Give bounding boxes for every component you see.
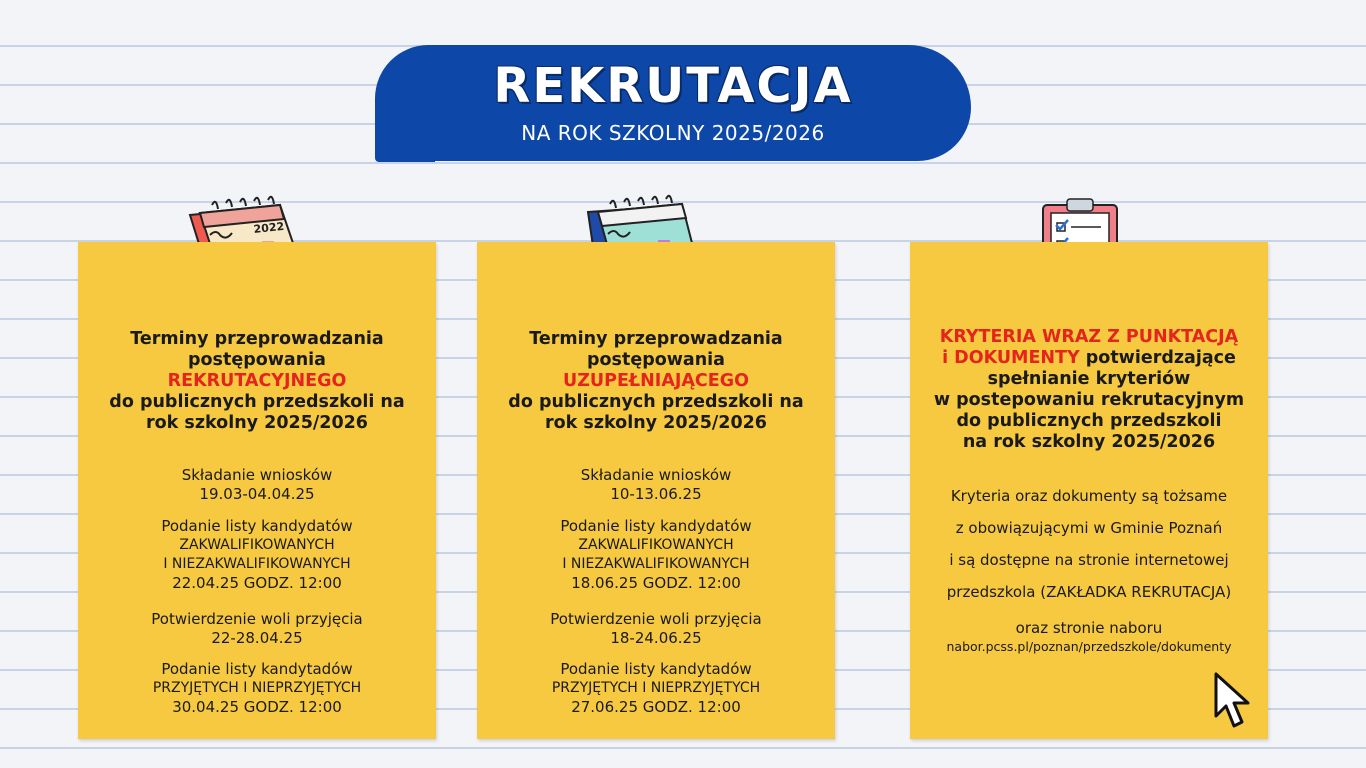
- card2-item-submission: Składanie wniosków 10-13.06.25: [580, 466, 732, 503]
- card1-item-qualified-list: Podanie listy kandydatów ZAKWALIFIKOWANYCH I NIEZAKWALIFIKOWANYCH 22.04.25 GODZ. 12:00: [161, 517, 353, 592]
- cursor-icon: [1212, 672, 1252, 730]
- card3-site-info: oraz stronie naboru nabor.pcss.pl/poznan/przedszkole/dokumenty: [910, 619, 1268, 656]
- card2-heading: Terminy przeprowadzania postępowania UZUPEŁNIAJĄCEGO do publicznych przedszkoli na rok szkolny 2025/2026: [477, 329, 835, 434]
- card1-item-confirmation: Potwierdzenie woli przyjęcia 22-28.04.25: [151, 610, 363, 647]
- page-subtitle: NA ROK SZKOLNY 2025/2026: [521, 121, 825, 145]
- card3-highlight-docs: i DOKUMENTY: [942, 348, 1080, 368]
- card2-item-confirmation: Potwierdzenie woli przyjęcia 18-24.06.25: [550, 610, 762, 647]
- card1-highlight: REKRUTACYJNEGO: [167, 371, 347, 391]
- card3-highlight: KRYTERIA WRAZ Z PUNKTACJĄ: [939, 327, 1239, 347]
- card-criteria-documents: [910, 242, 1268, 739]
- card2-item-accepted-list: Podanie listy kandytadów PRZYJĘTYCH I NIEPRZYJĘTYCH 27.06.25 GODZ. 12:00: [551, 660, 761, 716]
- card1-heading: Terminy przeprowadzania postępowania REKRUTACYJNEGO do publicznych przedszkoli na rok szkolny 2025/2026: [78, 329, 436, 434]
- page-title: REKRUTACJA: [493, 58, 853, 114]
- card-recruitment-schedule: [78, 242, 436, 739]
- card3-heading: KRYTERIA WRAZ Z PUNKTACJĄ i DOKUMENTY potwierdzające spełnianie kryteriów w postepowaniu rekrutacyjnym do publicznych przedszkoli na rok szkolny 2025/2026: [910, 327, 1268, 453]
- card-supplementary-schedule: [477, 242, 835, 739]
- recruitment-site-link[interactable]: nabor.pcss.pl/poznan/przedszkole/dokumenty: [946, 639, 1232, 654]
- calendar-red-year: 2022: [252, 219, 285, 236]
- card1-item-accepted-list: Podanie listy kandytadów PRZYJĘTYCH I NIEPRZYJĘTYCH 30.04.25 GODZ. 12:00: [152, 660, 362, 716]
- card2-highlight: UZUPEŁNIAJĄCEGO: [563, 371, 749, 391]
- card2-item-qualified-list: Podanie listy kandydatów ZAKWALIFIKOWANYCH I NIEZAKWALIFIKOWANYCH 18.06.25 GODZ. 12:00: [560, 517, 752, 592]
- card3-body: Kryteria oraz dokumenty są tożsame z obowiązującymi w Gminie Poznań i są dostępne na stronie internetowej przedszkola (ZAKŁADKA REKRUTACJA): [946, 487, 1232, 601]
- card1-item-submission: Składanie wniosków 19.03-04.04.25: [181, 466, 333, 503]
